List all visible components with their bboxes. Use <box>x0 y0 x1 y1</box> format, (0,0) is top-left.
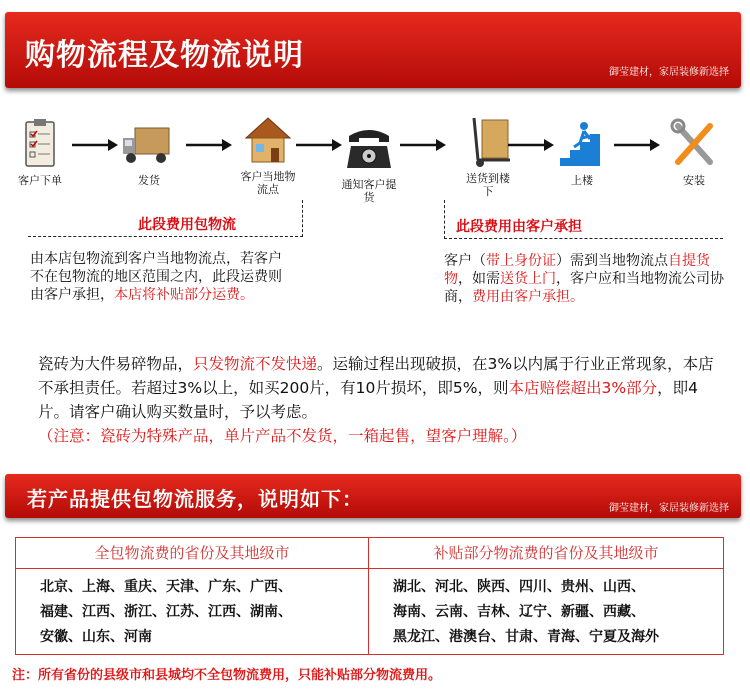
step-label: 客户下单 <box>18 174 62 187</box>
segment-label-left: 此段费用包物流 <box>138 217 236 233</box>
brand-slogan: 御莹建材，家居装修新选择 <box>609 67 729 78</box>
province-table <box>15 537 724 655</box>
province-line: 海南、云南、吉林、辽宁、新疆、西藏、 <box>393 604 645 620</box>
section-banner <box>5 474 741 518</box>
segment-label-right: 此段费用由客户承担 <box>456 219 582 235</box>
step-upstairs <box>546 118 618 187</box>
step-label: 发货 <box>138 174 160 187</box>
step-install <box>658 118 730 187</box>
segment-bracket-left <box>28 200 303 237</box>
province-line: 湖北、河北、陕西、四川、贵州、山西、 <box>393 579 645 595</box>
telephone-icon <box>341 122 397 174</box>
step-notify <box>333 122 405 204</box>
step-label: 客户当地物流点 <box>240 170 296 196</box>
footer-note: 注：所有省份的县级市和县城均不全包物流费用，只能补贴部分物流费用。 <box>12 668 442 683</box>
tools-icon <box>666 118 722 170</box>
arrow-icon <box>508 138 554 152</box>
step-order <box>4 118 76 187</box>
policy-paragraph: 瓷砖为大件易碎物品，只发物流不发快递。运输过程出现破损，在3%以内属于行业正常现象，本店不承担责任。若超过3%以上，如买200片，有10片损坏，即5%，则本店赔偿超出3%部分，即4片。请客户确认购买数量时，予以考虑。 （注意：瓷砖为特殊产品，单片产品不发货，一箱起售，望客户理解。） <box>38 355 714 445</box>
arrow-icon <box>400 138 446 152</box>
subsidy-column <box>369 538 723 654</box>
stairs-icon <box>554 118 610 170</box>
truck-icon <box>121 118 177 170</box>
province-line: 黑龙江、港澳台、甘肃、青海、宁夏及海外 <box>393 629 659 645</box>
house-icon <box>240 114 296 166</box>
province-line: 福建、江西、浙江、江苏、江西、湖南、 <box>40 604 292 620</box>
step-label: 上楼 <box>571 174 593 187</box>
arrow-icon <box>72 138 118 152</box>
left-note: 由本店包物流到客户当地物流点，若客户不在包物流的地区范围之内，此段运费则由客户承担，本店将补贴部分运费。 <box>30 251 282 303</box>
full-coverage-column <box>16 538 368 654</box>
province-line: 安徽、山东、河南 <box>40 629 152 645</box>
arrow-icon <box>296 138 342 152</box>
step-label: 通知客户提货 <box>341 178 397 204</box>
step-label: 安装 <box>683 174 705 187</box>
section-title: 若产品提供包物流服务，说明如下： <box>27 487 363 511</box>
segment-bracket-right <box>444 200 723 239</box>
clipboard-icon <box>12 118 68 170</box>
arrow-icon <box>614 138 660 152</box>
arrow-icon <box>186 138 232 152</box>
page-title: 购物流程及物流说明 <box>25 38 304 73</box>
province-line: 北京、上海、重庆、天津、广东、广西、 <box>40 579 292 595</box>
column-header: 全包物流费的省份及其地级市 <box>16 538 368 569</box>
brand-slogan: 御莹建材，家居装修新选择 <box>609 503 729 514</box>
column-header: 补贴部分物流费的省份及其地级市 <box>369 538 723 569</box>
step-deliver <box>452 116 524 198</box>
right-note: 客户（带上身份证）需到当地物流点自提货物，如需送货上门，客户应和当地物流公司协商，费用由客户承担。 <box>444 253 724 305</box>
step-logistics-point <box>232 114 304 196</box>
step-ship <box>113 118 185 187</box>
step-label: 送货到楼下 <box>466 172 510 198</box>
header-banner <box>5 12 741 88</box>
